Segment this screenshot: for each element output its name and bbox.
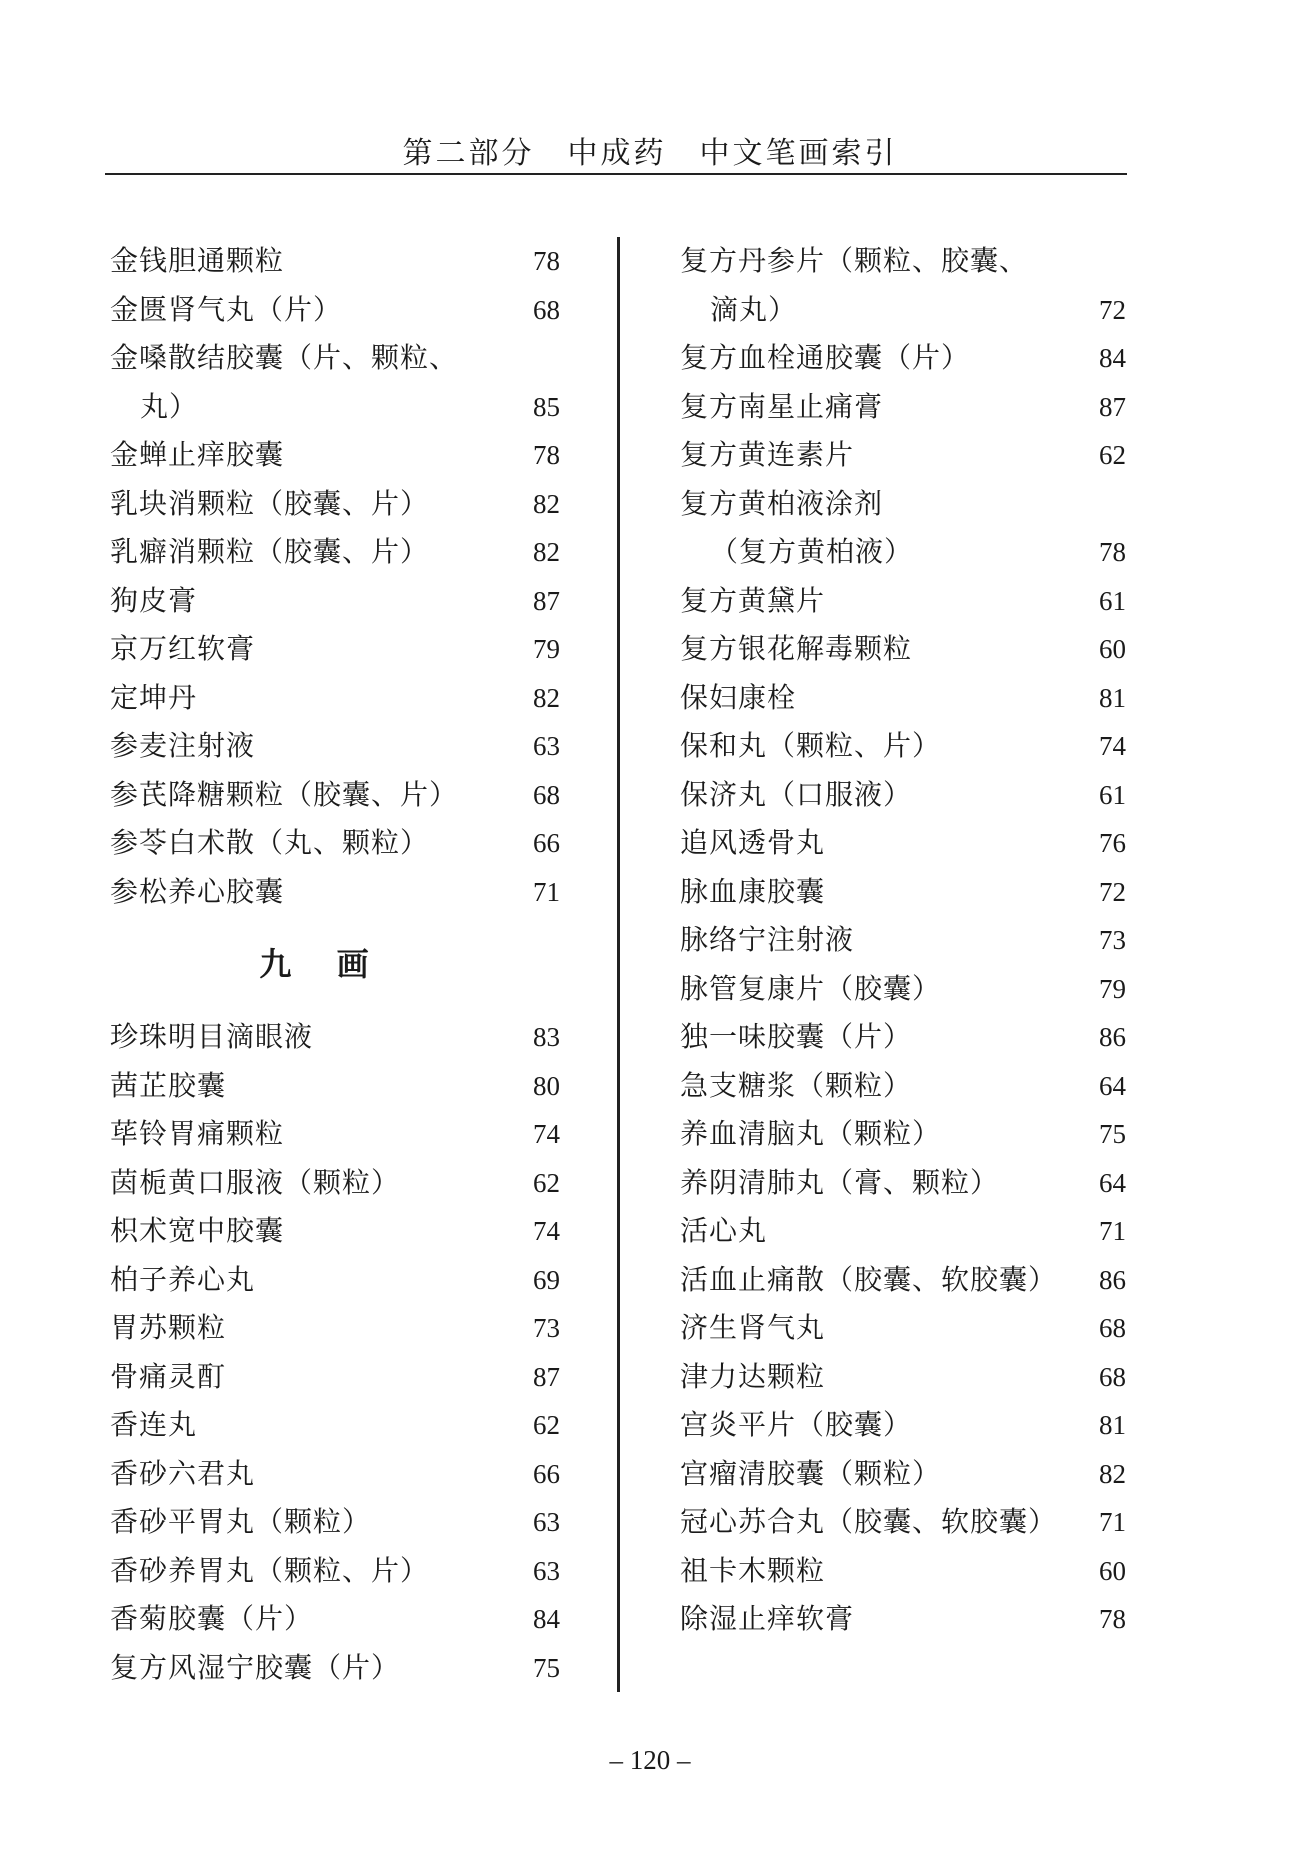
entry-page-number: 82 — [533, 488, 560, 519]
entry-page-number: 78 — [533, 246, 560, 276]
page-number: – 120 – — [609, 1745, 691, 1775]
entry-page-number: 64 — [1099, 1167, 1126, 1198]
entry-page-number: 74 — [533, 1119, 560, 1149]
entry-name: 茵栀黄口服液（颗粒） — [110, 1165, 401, 1199]
entry-page-number: 62 — [533, 1167, 560, 1198]
index-entry — [680, 1547, 1126, 1596]
section-title-nine-strokes: 九 画 — [259, 945, 371, 983]
index-entry — [110, 528, 560, 577]
index-entry — [680, 1401, 1126, 1450]
right-column — [680, 237, 1126, 1644]
index-entry — [110, 286, 560, 335]
entry-name: 滴丸） — [710, 292, 798, 326]
index-entry — [680, 1110, 1126, 1159]
entry-name: 柏子养心丸 — [110, 1262, 256, 1296]
entry-name: 乳块消颗粒（胶囊、片） — [110, 486, 430, 520]
entry-page-number: 79 — [1099, 973, 1126, 1004]
index-entry — [680, 722, 1126, 771]
entry-name: 复方黄连素片 — [680, 438, 855, 471]
entry-name: 荜铃胃痛颗粒 — [110, 1117, 285, 1150]
entry-name: 宫炎平片（胶囊） — [680, 1408, 913, 1441]
entry-name: 香砂六君丸 — [110, 1456, 256, 1490]
index-entry — [110, 1450, 560, 1499]
header-rule — [105, 173, 1127, 175]
entry-name: 胃苏颗粒 — [110, 1311, 227, 1344]
index-entry — [680, 1595, 1126, 1644]
entry-page-number: 60 — [1099, 634, 1126, 664]
entry-name: 济生肾气丸 — [680, 1311, 826, 1344]
entry-page-number: 84 — [533, 1604, 560, 1634]
index-entry — [110, 237, 560, 286]
entry-name: 金嗓散结胶囊（片、颗粒、 — [110, 341, 459, 374]
entry-name: 香砂养胃丸（颗粒、片） — [110, 1553, 430, 1587]
entry-name: 复方丹参片（颗粒、胶囊、 — [680, 244, 1029, 277]
entry-page-number: 82 — [1099, 1458, 1126, 1489]
entry-page-number: 81 — [1099, 1410, 1126, 1440]
entry-name: 保妇康栓 — [680, 680, 797, 714]
left-entries-group-b — [110, 1013, 560, 1692]
entry-name: 复方南星止痛膏 — [680, 389, 884, 423]
index-entry — [680, 916, 1126, 965]
entry-page-number: 78 — [533, 440, 560, 470]
entry-page-number: 86 — [1099, 1264, 1126, 1295]
entry-name: 追风透骨丸 — [680, 826, 826, 859]
entry-page-number: 68 — [1099, 1313, 1126, 1343]
entry-name: 养血清脑丸（颗粒） — [680, 1117, 942, 1150]
entry-page-number: 78 — [1099, 537, 1126, 567]
entry-name: 急支糖浆（颗粒） — [680, 1068, 913, 1102]
entry-name: 活血止痛散（胶囊、软胶囊） — [680, 1262, 1058, 1296]
entry-name: 茜芷胶囊 — [110, 1068, 227, 1102]
index-entry — [680, 771, 1126, 820]
index-entry — [110, 1013, 560, 1062]
entry-name: 复方血栓通胶囊（片） — [680, 341, 971, 374]
entry-page-number: 66 — [533, 828, 560, 858]
entry-page-number: 87 — [533, 585, 560, 616]
index-entry — [110, 674, 560, 723]
entry-page-number: 73 — [1099, 925, 1126, 955]
index-entry — [680, 1450, 1126, 1499]
entry-name: 复方银花解毒颗粒 — [680, 632, 913, 665]
index-entry — [680, 383, 1126, 432]
entry-page-number: 60 — [1099, 1555, 1126, 1586]
entry-page-number: 75 — [533, 1652, 560, 1683]
entry-page-number: 87 — [1099, 391, 1126, 422]
entry-page-number: 63 — [533, 1555, 560, 1586]
entry-page-number: 82 — [533, 682, 560, 713]
entry-page-number: 86 — [1099, 1022, 1126, 1052]
entry-page-number: 72 — [1099, 876, 1126, 907]
entry-page-number: 68 — [1099, 1361, 1126, 1392]
index-entry — [680, 286, 1126, 335]
entry-page-number: 63 — [533, 1507, 560, 1537]
index-entry — [680, 528, 1126, 577]
index-entry — [680, 577, 1126, 626]
entry-name: 金蝉止痒胶囊 — [110, 438, 285, 471]
entry-page-number: 69 — [533, 1264, 560, 1295]
entry-name: 参麦注射液 — [110, 729, 256, 762]
entry-name: 香砂平胃丸（颗粒） — [110, 1505, 372, 1538]
index-entry — [680, 431, 1126, 480]
entry-page-number: 83 — [533, 1022, 560, 1052]
entry-page-number: 82 — [533, 537, 560, 567]
left-entries-group-a — [110, 237, 560, 916]
index-entry — [680, 868, 1126, 917]
index-entry — [110, 1304, 560, 1353]
page-header-title: 第二部分 中成药 中文笔画索引 — [402, 136, 898, 171]
index-entry — [110, 1547, 560, 1596]
index-entry — [110, 625, 560, 674]
entry-name: 复方风湿宁胶囊（片） — [110, 1650, 401, 1684]
index-entry — [680, 1013, 1126, 1062]
index-entry — [680, 1498, 1126, 1547]
entry-name: 金匮肾气丸（片） — [110, 292, 343, 326]
entry-name: 珍珠明目滴眼液 — [110, 1020, 314, 1053]
index-entry — [110, 431, 560, 480]
entry-name: 京万红软膏 — [110, 632, 256, 665]
index-entry — [680, 1353, 1126, 1402]
entry-name: 脉络宁注射液 — [680, 923, 855, 956]
entry-name: 保和丸（颗粒、片） — [680, 729, 942, 762]
entry-name: 除湿止痒软膏 — [680, 1602, 855, 1635]
index-entry — [680, 1304, 1126, 1353]
entry-page-number: 74 — [533, 1216, 560, 1246]
entry-name: 金钱胆通颗粒 — [110, 244, 285, 277]
index-entry — [680, 819, 1126, 868]
index-entry — [110, 1256, 560, 1305]
entry-name: 活心丸 — [680, 1214, 768, 1247]
entry-name: 独一味胶囊（片） — [680, 1020, 913, 1053]
right-entries-group — [680, 237, 1126, 1644]
index-entry — [110, 868, 560, 917]
index-entry — [680, 1207, 1126, 1256]
index-entry — [110, 383, 560, 432]
column-divider — [617, 237, 620, 1692]
entry-name: 丸） — [140, 389, 199, 423]
entry-page-number: 81 — [1099, 682, 1126, 713]
entry-page-number: 75 — [1099, 1119, 1126, 1149]
entry-name: 乳癖消颗粒（胶囊、片） — [110, 535, 430, 568]
index-entry — [110, 334, 560, 383]
index-entry — [680, 1062, 1126, 1111]
entry-page-number: 64 — [1099, 1070, 1126, 1101]
index-entry — [680, 1159, 1126, 1208]
entry-name: 宫瘤清胶囊（颗粒） — [680, 1456, 942, 1490]
index-entry — [110, 1110, 560, 1159]
entry-page-number: 72 — [1099, 294, 1126, 325]
entry-name: 脉血康胶囊 — [680, 874, 826, 908]
entry-page-number: 62 — [1099, 440, 1126, 470]
entry-name: 保济丸（口服液） — [680, 777, 913, 811]
index-entry — [110, 1498, 560, 1547]
index-entry — [680, 237, 1126, 286]
entry-name: 冠心苏合丸（胶囊、软胶囊） — [680, 1505, 1058, 1538]
entry-name: 参松养心胶囊 — [110, 874, 285, 908]
entry-page-number: 85 — [533, 391, 560, 422]
entry-name: 祖卡木颗粒 — [680, 1553, 826, 1587]
entry-name: 脉管复康片（胶囊） — [680, 971, 942, 1005]
index-entry — [680, 965, 1126, 1014]
entry-name: 香菊胶囊（片） — [110, 1602, 314, 1635]
entry-name: 津力达颗粒 — [680, 1359, 826, 1393]
entry-page-number: 80 — [533, 1070, 560, 1101]
index-entry — [680, 480, 1126, 529]
entry-page-number: 71 — [1099, 1507, 1126, 1537]
index-entry — [680, 1256, 1126, 1305]
entry-page-number: 61 — [1099, 585, 1126, 616]
entry-page-number: 78 — [1099, 1604, 1126, 1634]
entry-page-number: 66 — [533, 1458, 560, 1489]
entry-name: 复方黄黛片 — [680, 583, 826, 617]
index-entry — [110, 480, 560, 529]
entry-name: 定坤丹 — [110, 680, 198, 714]
entry-name: 枳术宽中胶囊 — [110, 1214, 285, 1247]
entry-page-number: 63 — [533, 731, 560, 761]
entry-page-number: 84 — [1099, 343, 1126, 373]
entry-name: 参芪降糖颗粒（胶囊、片） — [110, 777, 459, 811]
entry-page-number: 87 — [533, 1361, 560, 1392]
entry-page-number: 62 — [533, 1410, 560, 1440]
index-entry — [110, 1595, 560, 1644]
entry-page-number: 68 — [533, 294, 560, 325]
entry-name: 骨痛灵酊 — [110, 1359, 227, 1393]
entry-page-number: 71 — [533, 876, 560, 907]
index-entry — [110, 722, 560, 771]
entry-page-number: 76 — [1099, 828, 1126, 858]
index-entry — [680, 674, 1126, 723]
entry-page-number: 71 — [1099, 1216, 1126, 1246]
index-entry — [110, 1644, 560, 1693]
entry-name: 复方黄柏液涂剂 — [680, 486, 884, 520]
entry-page-number: 79 — [533, 634, 560, 664]
entry-page-number: 74 — [1099, 731, 1126, 761]
index-entry — [110, 819, 560, 868]
entry-name: 香连丸 — [110, 1408, 198, 1441]
index-entry — [680, 625, 1126, 674]
index-entry — [680, 334, 1126, 383]
index-entry — [110, 577, 560, 626]
index-entry — [110, 771, 560, 820]
entry-name: （复方黄柏液） — [710, 535, 914, 568]
entry-name: 养阴清肺丸（膏、颗粒） — [680, 1165, 1000, 1199]
index-entry — [110, 1159, 560, 1208]
entry-page-number: 61 — [1099, 779, 1126, 810]
entry-name: 狗皮膏 — [110, 583, 198, 617]
entry-page-number: 73 — [533, 1313, 560, 1343]
entry-page-number: 68 — [533, 779, 560, 810]
index-entry — [110, 1353, 560, 1402]
index-entry — [110, 1401, 560, 1450]
entry-name: 参苓白术散（丸、颗粒） — [110, 826, 430, 859]
left-column — [110, 237, 560, 1692]
index-entry — [110, 1207, 560, 1256]
index-entry — [110, 1062, 560, 1111]
